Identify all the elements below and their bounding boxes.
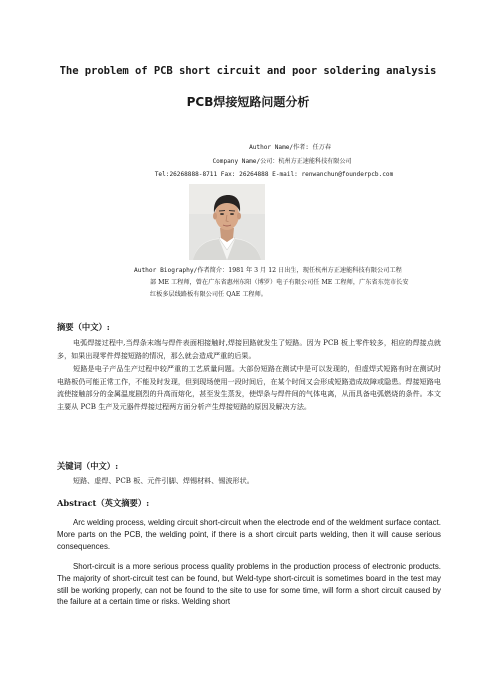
keywords-text: 短路、虚焊、PCB 板、元件引脚、焊锡材料、锡波形状。 (73, 476, 254, 485)
abstract-chinese-paragraph-2 (57, 363, 441, 413)
author-portrait-image (189, 184, 265, 260)
title-chinese: PCB焊接短路问题分析 (186, 95, 310, 109)
abstract-english-text-1: Arc welding process, welding circuit short-circuit when the electrode end of the weldment surface contact. More parts on the PCB, the welding point, if there is a short circuit parts welding, then it will cause serious consequences. (57, 518, 441, 551)
bio-label: Author Biography/ (134, 267, 198, 274)
abstract-english-heading: Abstract（英文摘要）: (57, 498, 150, 508)
bio-line-3: 红板多层线路板有限公司任 QAE 工程师。 (150, 291, 267, 298)
abstract-chinese-paragraph-1 (57, 337, 441, 362)
abstract-english-paragraph-2 (57, 561, 441, 608)
bio-line-1: 作者简介：1981 年 3 月 12 日出生，现任杭州方正速能科技有限公司工程 (197, 267, 402, 274)
bio-line-2: 部 ME 工程师，曾在广东省惠州东阳（博罗）电子有限公司任 ME 工程师，广东省东莞市长安 (150, 279, 409, 286)
abstract-chinese-heading: 摘要（中文）: (57, 322, 110, 332)
author-line: Author Name/作者: 任万春 (249, 144, 331, 151)
company-line: Company Name/公司：杭州方正速能科技有限公司 (212, 158, 352, 165)
keywords-heading: 关键词（中文）: (57, 461, 119, 471)
abstract-english-text-2: Short-circuit is a more serious process quality problems in the production process of electronic products. The majority of short-circuit test can be found, but Weld-type short-circuit is sometimes board in the test may still be working properly, can not be found to the site to use for some time, will form a short circuit caused by the failure at a certain time or risks. Welding short (57, 562, 441, 607)
abstract-chinese-text-1: 电弧焊接过程中,当焊条末端与焊件表面相接触时,焊接回路就发生了短路。因为 PCB 板上零件较多，相应的焊接点就多，如果出现零件焊接短路的情况，那么就会造成严重的后果。 (57, 338, 441, 360)
title-english: The problem of PCB short circuit and poor soldering analysis (59, 65, 437, 77)
author-biography (134, 265, 456, 301)
author-photo (189, 184, 265, 260)
abstract-english-paragraph-1 (57, 517, 441, 552)
contact-line: Tel:26268888-8711 Fax: 26264888 E-mail: renwanchun@founderpcb.com (154, 171, 394, 178)
abstract-chinese-text-2: 短路是电子产品生产过程中较严重的工艺质量问题。大部份短路在测试中是可以发现的，但虚焊式短路有时在测试时电路板仍可能正常工作，不能及时发现，但到现场使用一段时间后，在某个时间又会形成短路造成故障或隐患。焊接短路电流使接触部分的金属温度剧烈的升高而熔化，甚至发生蒸发，使焊条与焊件间的气体电离，从而具备电弧燃烧的条件。本文主要从 PCB 生产及元器件焊接过程两方面分析产生焊接短路的原因及解决方法。 (57, 364, 441, 411)
